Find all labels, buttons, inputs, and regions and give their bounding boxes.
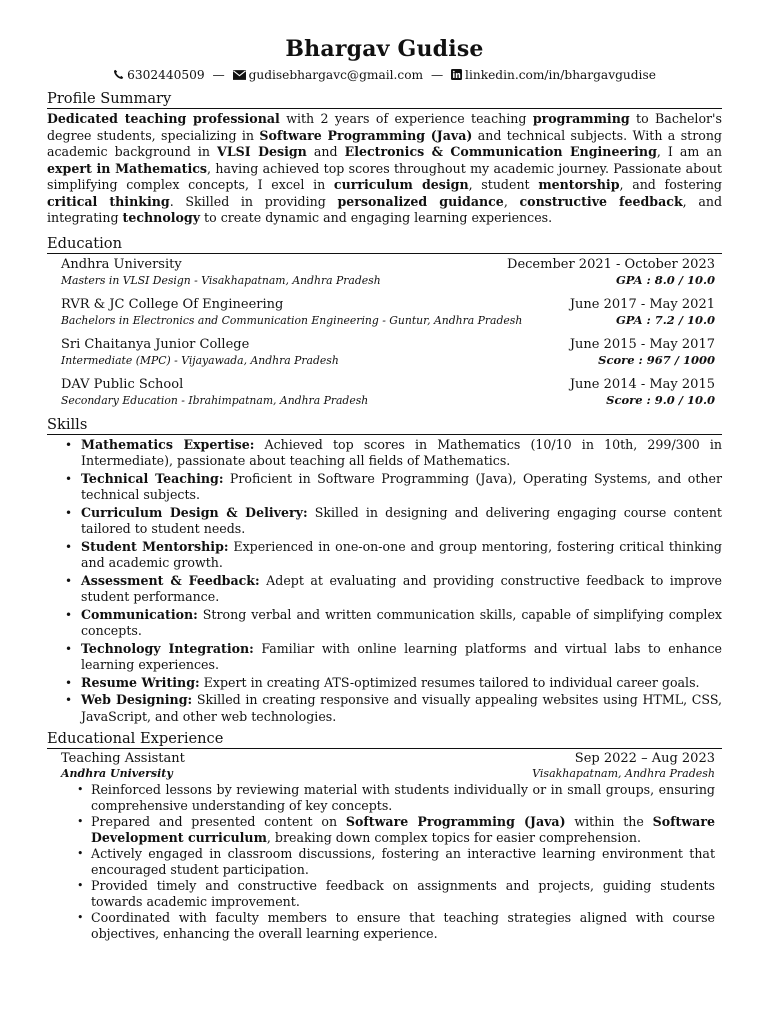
bold-phrase: programming bbox=[532, 111, 630, 126]
bullet-icon: • bbox=[65, 505, 73, 520]
bold-phrase: VLSI Design bbox=[217, 144, 307, 159]
skill-text: Proficient in Software Programming (Java), Operating Systems, and other technical subjects. bbox=[81, 470, 722, 502]
education-dates: December 2021 - October 2023 bbox=[507, 256, 715, 272]
score-text: GPA : 8.0 / 10.0 bbox=[615, 272, 715, 287]
experience-row bbox=[61, 767, 715, 781]
bullet-icon: • bbox=[65, 539, 73, 554]
contact-separator: — bbox=[212, 68, 225, 82]
text-run: Prepared and presented content on bbox=[91, 814, 346, 829]
text-run: and technical subjects. With a strong academic background in bbox=[47, 127, 722, 159]
text-run: to create dynamic and engaging learning experiences. bbox=[200, 210, 553, 225]
contact-separator: — bbox=[430, 68, 444, 82]
score-text: GPA : 7.2 / 10.0 bbox=[615, 312, 715, 327]
text-run: , breaking down complex topics for easier comprehension. bbox=[266, 830, 641, 845]
text-run: Coordinated with faculty members to ensure that teaching strategies aligned with course objectives, enhancing the overall learning experience. bbox=[91, 910, 715, 941]
score-text: Score : 967 / 1000 bbox=[598, 352, 715, 367]
bullet-icon: • bbox=[65, 471, 73, 486]
experience-bullet bbox=[77, 878, 715, 910]
bullet-icon: • bbox=[65, 607, 73, 622]
bullet-icon: • bbox=[77, 815, 84, 828]
school-name: RVR & JC College Of Engineering bbox=[61, 296, 284, 312]
bold-phrase: curriculum design bbox=[333, 177, 469, 192]
bold-phrase: Dedicated teaching professional bbox=[47, 111, 280, 126]
bold-phrase: Software Programming (Java) bbox=[259, 127, 473, 143]
school-name: DAV Public School bbox=[61, 376, 184, 392]
skills-list bbox=[47, 437, 722, 726]
experience-bullet bbox=[77, 910, 715, 942]
text-run: Provided timely and constructive feedback on assignments and projects, guiding students towards academic improvement. bbox=[91, 878, 715, 909]
education-list bbox=[47, 256, 722, 408]
experience-dates: Sep 2022 – Aug 2023 bbox=[574, 751, 715, 766]
experience-bullet bbox=[77, 814, 715, 846]
skill-text: Achieved top scores in Mathematics (10/10 in 10th, 299/300 in Intermediate), passionate about teaching all fields of Mathematics. bbox=[81, 436, 722, 468]
experience-bullets bbox=[61, 782, 715, 942]
education-dates: June 2014 - May 2015 bbox=[569, 376, 715, 392]
skill-text: Adept at evaluating and providing constructive feedback to improve student performance. bbox=[81, 572, 722, 604]
text-run: , and integrating bbox=[47, 193, 723, 225]
text-run: , I am an bbox=[656, 144, 723, 159]
profile-summary-text bbox=[47, 111, 722, 227]
text-run: Reinforced lessons by reviewing material with students individually or in small groups, ensuring comprehensive understanding of key concepts. bbox=[91, 782, 715, 813]
skill-label: Web Designing: bbox=[81, 692, 193, 707]
education-dates: June 2017 - May 2021 bbox=[569, 296, 715, 312]
skill-item bbox=[65, 470, 722, 504]
education-entry bbox=[61, 376, 715, 408]
education-dates: June 2015 - May 2017 bbox=[569, 336, 715, 352]
skill-label: Mathematics Expertise: bbox=[81, 436, 255, 452]
skill-item bbox=[65, 692, 722, 725]
bullet-icon: • bbox=[77, 911, 84, 924]
contact-line bbox=[47, 67, 722, 84]
skill-label: Communication: bbox=[81, 606, 198, 622]
section-title-skills: Skills bbox=[47, 416, 722, 435]
phone-icon bbox=[113, 68, 124, 84]
bullet-icon: • bbox=[65, 693, 73, 707]
skill-text: Skilled in designing and delivering engaging course content tailored to student needs. bbox=[81, 504, 722, 536]
skill-label: Technology Integration: bbox=[81, 640, 254, 656]
score-text: Score : 9.0 / 10.0 bbox=[606, 392, 715, 407]
education-row bbox=[61, 393, 715, 408]
skill-item bbox=[65, 674, 722, 692]
education-entry bbox=[61, 296, 715, 328]
text-run: , bbox=[503, 193, 520, 209]
experience-bullet bbox=[77, 782, 715, 814]
text-run: and bbox=[306, 144, 345, 159]
role-title: Teaching Assistant bbox=[61, 751, 185, 766]
resume-page bbox=[47, 36, 722, 942]
text-run: , having achieved top scores throughout my academic journey. Passionate about simplifying complex concepts, I excel in bbox=[47, 160, 722, 192]
degree-text: Bachelors in Electronics and Communication Engineering - Guntur, Andhra Pradesh bbox=[61, 313, 523, 327]
bold-phrase: technology bbox=[122, 210, 201, 225]
school-name: Andhra University bbox=[61, 256, 182, 272]
text-run: to Bachelor's degree students, specializing in bbox=[47, 111, 722, 143]
email-link[interactable]: gudisebhargavc@gmail.com bbox=[248, 68, 424, 82]
organization-name: Andhra University bbox=[61, 767, 173, 780]
section-title-education: Education bbox=[47, 235, 722, 254]
bullet-icon: • bbox=[65, 675, 73, 690]
education-row bbox=[61, 376, 715, 393]
degree-text: Secondary Education - Ibrahimpatnam, Andhra Pradesh bbox=[61, 393, 369, 407]
education-row bbox=[61, 296, 715, 313]
text-run: , student bbox=[468, 177, 539, 192]
skill-item bbox=[65, 640, 722, 674]
education-row bbox=[61, 353, 715, 368]
bullet-icon: • bbox=[65, 573, 73, 588]
education-row bbox=[61, 313, 715, 328]
envelope-icon bbox=[233, 68, 246, 84]
bold-phrase: Software Development curriculum bbox=[91, 814, 715, 845]
skill-label: Resume Writing: bbox=[81, 674, 200, 690]
text-run: within the bbox=[565, 814, 653, 829]
skill-text: Skilled in creating responsive and visually appealing websites using HTML, CSS, JavaScript, and other web technologies. bbox=[81, 692, 722, 724]
experience-bullet bbox=[77, 846, 715, 878]
section-title-profile-summary: Profile Summary bbox=[47, 90, 722, 109]
education-row bbox=[61, 273, 715, 288]
experience-entry bbox=[61, 751, 715, 942]
skill-text: Experienced in one-on-one and group mentoring, fostering critical thinking and academic growth. bbox=[81, 538, 722, 570]
skill-text: Familiar with online learning platforms and virtual labs to enhance learning experiences. bbox=[81, 640, 722, 672]
phone-number: 6302440509 bbox=[127, 68, 205, 82]
skill-item bbox=[65, 538, 722, 572]
linkedin-icon bbox=[451, 68, 462, 84]
text-run: with 2 years of experience teaching bbox=[279, 111, 533, 126]
bold-phrase: personalized guidance bbox=[337, 193, 504, 209]
candidate-name: Bhargav Gudise bbox=[285, 36, 484, 62]
linkedin-link[interactable]: linkedin.com/in/bhargavgudise bbox=[465, 68, 656, 82]
education-entry bbox=[61, 336, 715, 368]
experience-row bbox=[61, 751, 715, 767]
text-run: . Skilled in providing bbox=[169, 193, 338, 209]
bullet-icon: • bbox=[77, 847, 84, 860]
education-entry bbox=[61, 256, 715, 288]
school-name: Sri Chaitanya Junior College bbox=[61, 336, 250, 352]
degree-text: Masters in VLSI Design - Visakhapatnam, Andhra Pradesh bbox=[61, 273, 381, 287]
text-run: Actively engaged in classroom discussions, fostering an interactive learning environment that encouraged student participation. bbox=[91, 846, 715, 877]
bold-phrase: Software Programming (Java) bbox=[345, 814, 566, 829]
bullet-icon: • bbox=[77, 879, 84, 892]
degree-text: Intermediate (MPC) - Vijayawada, Andhra Pradesh bbox=[61, 353, 339, 367]
education-row bbox=[61, 336, 715, 353]
skill-text: Strong verbal and written communication skills, capable of simplifying complex concepts. bbox=[81, 606, 722, 638]
bold-phrase: constructive feedback bbox=[519, 193, 683, 209]
bold-phrase: Electronics & Communication Engineering bbox=[344, 144, 657, 159]
section-title-educational-experience: Educational Experience bbox=[47, 730, 722, 749]
skill-item bbox=[65, 606, 722, 640]
bullet-icon: • bbox=[65, 437, 73, 452]
skill-item bbox=[65, 504, 722, 538]
skill-label: Student Mentorship: bbox=[81, 538, 229, 554]
bold-phrase: mentorship bbox=[538, 177, 620, 192]
bold-phrase: expert in Mathematics bbox=[47, 160, 208, 176]
skill-item bbox=[65, 572, 722, 606]
experience-location: Visakhapatnam, Andhra Pradesh bbox=[532, 767, 715, 780]
experience-list bbox=[47, 751, 722, 942]
education-row bbox=[61, 256, 715, 273]
text-run: , and fostering bbox=[619, 177, 722, 192]
skill-text: Expert in creating ATS-optimized resumes tailored to individual career goals. bbox=[199, 674, 700, 690]
bold-phrase: critical thinking bbox=[47, 193, 170, 209]
skill-item bbox=[65, 436, 722, 470]
skill-label: Curriculum Design & Delivery: bbox=[81, 504, 308, 520]
bullet-icon: • bbox=[65, 641, 73, 656]
bullet-icon: • bbox=[77, 783, 84, 796]
skill-label: Technical Teaching: bbox=[81, 470, 224, 486]
skill-label: Assessment & Feedback: bbox=[81, 572, 260, 588]
